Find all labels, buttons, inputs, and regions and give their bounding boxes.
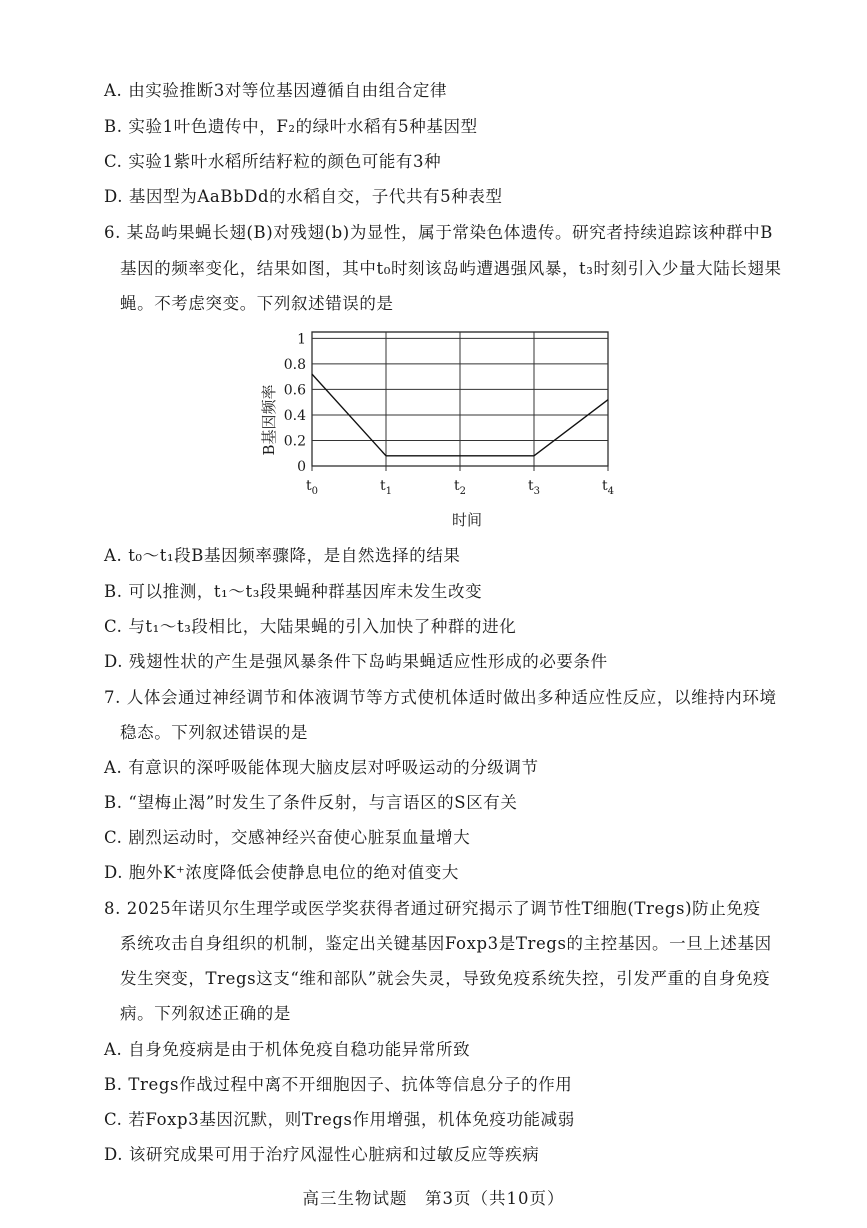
- q8-option-b: B. Tregs作战过程中离不开细胞因子、抗体等信息分子的作用: [104, 1075, 573, 1094]
- q8-option-a: A. 自身免疫病是由于机体免疫自稳功能异常所致: [104, 1040, 471, 1059]
- q8-option-c: C. 若Foxp3基因沉默，则Tregs作用增强，机体免疫功能减弱: [104, 1110, 575, 1129]
- q7-stem-line-1: 7. 人体会通过神经调节和体液调节等方式使机体适时做出多种适应性反应，以维持内环境: [104, 688, 777, 707]
- q6-option-b: B. 可以推测，t₁～t₃段果蝇种群基因库未发生改变: [104, 582, 483, 601]
- y-tick-label: 0.2: [283, 433, 306, 450]
- q6-stem-line-3: 蝇。不考虑突变。下列叙述错误的是: [120, 294, 394, 313]
- q8-stem-line-3: 发生突变，Tregs这支“维和部队”就会失灵，导致免疫系统失控，引发严重的自身免疫: [120, 969, 771, 988]
- y-axis-label: B基因频率: [260, 384, 278, 456]
- y-tick-label: 0.6: [283, 382, 306, 399]
- q6-stem-line-2: 基因的频率变化，结果如图，其中t₀时刻该岛屿遭遇强风暴，t₃时刻引入少量大陆长翅果: [120, 259, 782, 278]
- q6-option-c: C. 与t₁～t₃段相比，大陆果蝇的引入加快了种群的进化: [104, 617, 517, 636]
- q6-stem-line-1: 6. 某岛屿果蝇长翅(B)对残翅(b)为显性，属于常染色体遗传。研究者持续追踪该种群中B: [104, 223, 773, 242]
- q6-option-a: A. t₀～t₁段B基因频率骤降，是自然选择的结果: [104, 546, 461, 565]
- q7-option-d: D. 胞外K⁺浓度降低会使静息电位的绝对值变大: [104, 863, 459, 882]
- y-tick-label: 0.8: [283, 356, 306, 373]
- x-tick-label: $t_3$: [527, 478, 541, 497]
- q5-option-b: B. 实验1叶色遗传中，F₂的绿叶水稻有5种基因型: [104, 117, 478, 136]
- q7-stem-line-2: 稳态。下列叙述错误的是: [120, 723, 309, 742]
- q8-stem-line-4: 病。下列叙述正确的是: [120, 1004, 291, 1023]
- q8-stem-line-2: 系统攻击自身组织的机制，鉴定出关键基因Foxp3是Tregs的主控基因。一旦上述基因: [120, 934, 772, 953]
- q6-option-d: D. 残翅性状的产生是强风暴条件下岛屿果蝇适应性形成的必要条件: [104, 652, 608, 671]
- y-tick-label: 0: [297, 459, 306, 475]
- x-tick-label: $t_0$: [305, 478, 319, 497]
- q5-option-d: D. 基因型为AaBbDd的水稻自交，子代共有5种表型: [104, 187, 503, 206]
- q7-option-c: C. 剧烈运动时，交感神经兴奋使心脏泵血量增大: [104, 828, 471, 847]
- page-footer: 高三生物试题 第3页（共10页）: [302, 1189, 565, 1208]
- q5-option-a: A. 由实验推断3对等位基因遵循自由组合定律: [104, 81, 448, 100]
- x-tick-label: $t_4$: [601, 478, 615, 497]
- q7-option-a: A. 有意识的深呼吸能体现大脑皮层对呼吸运动的分级调节: [104, 758, 539, 777]
- q5-option-c: C. 实验1紫叶水稻所结籽粒的颜色可能有3种: [104, 152, 442, 171]
- x-axis-label: 时间: [451, 511, 483, 529]
- y-tick-labels: [284, 331, 306, 475]
- x-tick-labels: [306, 478, 614, 497]
- q8-option-d: D. 该研究成果可用于治疗风湿性心脏病和过敏反应等疾病: [104, 1145, 540, 1164]
- x-tick-label: $t_2$: [453, 478, 467, 497]
- chart-grid: [312, 332, 608, 471]
- y-tick-label: 1: [297, 331, 306, 348]
- q7-option-b: B. “望梅止渴”时发生了条件反射，与言语区的S区有关: [104, 793, 518, 812]
- x-tick-label: $t_1$: [379, 478, 393, 497]
- q8-stem-line-1: 8. 2025年诺贝尔生理学或医学奖获得者通过研究揭示了调节性T细胞(Tregs)防止免疫: [104, 899, 761, 918]
- b-gene-frequency-chart: [262, 322, 622, 532]
- y-tick-label: 0.4: [283, 407, 306, 424]
